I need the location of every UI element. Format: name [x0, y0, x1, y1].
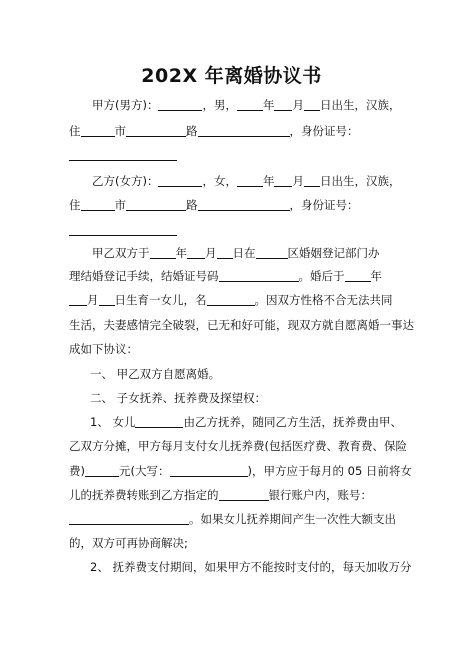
intro-line-2: 理结婚登记手续，结婚证号码 。婚后于 年	[69, 269, 382, 283]
intro-line-3: 月 日生育一女儿，名 。因双方性格不合无法共同	[69, 292, 393, 308]
intro-line-1: 甲乙双方于 年 月 日在 区婚姻登记部门办	[92, 246, 380, 260]
blank-city	[81, 198, 115, 211]
item-1-line-3: 费) 元(大写： )，甲方应于每月的 05 日前将女	[69, 464, 412, 478]
item-1-line-1: 1、 女儿 由乙方抚养，随同乙方生活，抚养费由甲、	[90, 415, 402, 429]
blank-amount	[85, 464, 119, 477]
blank-certificate-number	[219, 269, 299, 282]
blank-year	[345, 269, 371, 282]
blank-month	[274, 174, 292, 187]
blank-road	[126, 198, 186, 211]
party-b-line-1: 乙方(女方)： ，女， 年 月 日出生，汉族，	[92, 174, 401, 188]
blank-month	[274, 98, 292, 111]
blank-district	[256, 246, 288, 259]
party-a-line-2: 住 市 路 ，身份证号：	[69, 124, 359, 138]
clause-2: 二、 子女抚养、抚养费及探望权：	[90, 391, 267, 405]
party-b-line-3	[69, 222, 177, 238]
blank-address	[198, 198, 290, 211]
blank-name	[158, 174, 202, 187]
item-1-line-4: 儿的抚养费转账到乙方指定的 银行账户内，账号：	[69, 488, 372, 502]
blank-road	[126, 124, 186, 137]
blank-year	[237, 98, 263, 111]
blank-year	[237, 174, 263, 187]
party-b-line-2: 住 市 路 ，身份证号：	[69, 198, 359, 212]
blank-month	[69, 293, 87, 306]
document-title: 202X 年离婚协议书	[141, 65, 322, 87]
item-1-line-5: 。如果女儿抚养期间产生一次性大额支出	[69, 511, 396, 527]
intro-line-4: 生活，夫妻感情完全破裂，已无和好可能，现双方就自愿离婚一事达	[69, 318, 414, 332]
party-a-line-1: 甲方(男方)： ，男， 年 月 日出生，汉族，	[92, 98, 401, 112]
blank-day	[99, 293, 115, 306]
blank-daughter-name	[207, 293, 255, 306]
party-a-line-3	[69, 147, 177, 163]
blank-account-number	[69, 512, 189, 525]
blank-city	[81, 124, 115, 137]
blank-bank	[219, 488, 269, 501]
blank-name	[158, 98, 202, 111]
blank-amount-words	[170, 464, 248, 477]
item-1-line-6: 的，双方可再协商解决;	[69, 536, 188, 550]
blank-id-number	[69, 148, 177, 161]
blank-month	[187, 246, 205, 259]
blank-daughter-name	[135, 415, 183, 428]
blank-id-number	[69, 223, 177, 236]
item-2-line-1: 2、 抚养费支付期间，如果甲方不能按时支付的，每天加收万分	[90, 560, 412, 574]
blank-year	[150, 246, 176, 259]
item-1-line-2: 乙双方分摊，甲方每月支付女儿抚养费(包括医疗费、教育费、保险	[69, 439, 407, 453]
blank-day	[304, 174, 320, 187]
blank-day	[304, 98, 320, 111]
blank-day	[217, 246, 233, 259]
clause-1: 一、 甲乙双方自愿离婚。	[90, 367, 221, 381]
intro-line-5: 成如下协议：	[69, 342, 138, 356]
blank-address	[198, 124, 290, 137]
